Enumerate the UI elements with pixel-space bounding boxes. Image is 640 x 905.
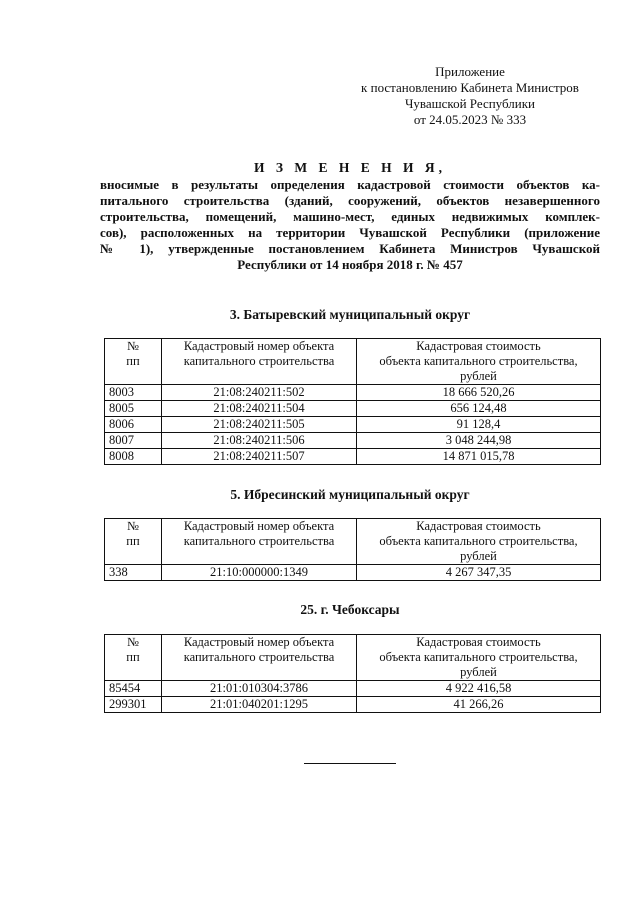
- row-number: 299301: [105, 697, 162, 713]
- header-text: Кадастровый номер объекта: [183, 635, 335, 649]
- subtitle-line: Республики от 14 ноября 2018 г. № 457: [237, 257, 463, 272]
- header-text: рублей: [460, 549, 497, 563]
- row-cadastral-number: 21:01:040201:1295: [162, 697, 357, 713]
- row-cadastral-number: 21:08:240211:506: [162, 433, 357, 449]
- header-text: капитального строительства: [183, 650, 335, 664]
- cadastral-table: [104, 518, 601, 581]
- row-number: 8005: [105, 401, 162, 417]
- header-cadastral-number: [162, 339, 357, 385]
- header-text: объекта капитального строительства,: [379, 534, 578, 548]
- row-number: 8008: [105, 449, 162, 465]
- header-text: Кадастровая стоимость: [416, 339, 541, 353]
- subtitle-line: питального строительства (зданий, сооружений, объектов незавершенного: [100, 193, 600, 208]
- appendix-block: [340, 64, 600, 128]
- header-text: Кадастровый номер объекта: [183, 519, 335, 533]
- row-cadastral-number: 21:08:240211:504: [162, 401, 357, 417]
- appendix-line: Чувашской Республики: [404, 96, 536, 111]
- row-number: 8006: [105, 417, 162, 433]
- header-text: Кадастровая стоимость: [416, 519, 541, 533]
- header-text: рублей: [460, 665, 497, 679]
- table-row: [105, 449, 601, 465]
- header-text: капитального строительства: [183, 354, 335, 368]
- header-text: №: [127, 339, 139, 353]
- table-header-row: [105, 519, 601, 565]
- row-cadastral-number: 21:01:010304:3786: [162, 681, 357, 697]
- appendix-line: Приложение: [435, 64, 505, 79]
- row-cadastral-value: 14 871 015,78: [357, 449, 601, 465]
- appendix-line: к постановлению Кабинета Министров: [361, 80, 579, 95]
- header-text: №: [127, 635, 139, 649]
- row-number: 8007: [105, 433, 162, 449]
- header-text: объекта капитального строительства,: [379, 354, 578, 368]
- table-row: [105, 401, 601, 417]
- subtitle-line: сов), расположенных на территории Чувашской Республики (приложение: [100, 225, 600, 240]
- row-cadastral-number: 21:10:000000:1349: [162, 565, 357, 581]
- appendix-line: от 24.05.2023 № 333: [413, 112, 527, 127]
- table-row: [105, 697, 601, 713]
- row-cadastral-value: 91 128,4: [357, 417, 601, 433]
- row-cadastral-value: 656 124,48: [357, 401, 601, 417]
- subtitle-line: строительства, помещений, машино-мест, единых недвижимых комплек-: [100, 209, 600, 224]
- header-text: капитального строительства: [183, 534, 335, 548]
- document-title: И З М Е Н Е Н И Я,: [253, 160, 446, 175]
- row-cadastral-value: 41 266,26: [357, 697, 601, 713]
- document-subtitle: [100, 177, 600, 273]
- header-text: Кадастровый номер объекта: [183, 339, 335, 353]
- row-cadastral-value: 4 922 416,58: [357, 681, 601, 697]
- row-number: 85454: [105, 681, 162, 697]
- table-row: [105, 433, 601, 449]
- row-cadastral-value: 4 267 347,35: [357, 565, 601, 581]
- header-cadastral-number: [162, 519, 357, 565]
- subtitle-line: вносимые в результаты определения кадастровой стоимости объектов ка-: [100, 177, 600, 192]
- header-text: №: [127, 519, 139, 533]
- cadastral-table: [104, 634, 601, 713]
- section-heading: 5. Ибресинский муниципальный округ: [230, 487, 470, 502]
- header-text: пп: [126, 534, 140, 548]
- header-number: [105, 339, 162, 385]
- table-row: [105, 417, 601, 433]
- header-cadastral-number: [162, 635, 357, 681]
- subtitle-line: № 1), утвержденные постановлением Кабинета Министров Чувашской: [100, 241, 600, 256]
- header-number: [105, 519, 162, 565]
- cadastral-table: [104, 338, 601, 465]
- row-number: 8003: [105, 385, 162, 401]
- row-cadastral-number: 21:08:240211:502: [162, 385, 357, 401]
- section-heading: 3. Батыревский муниципальный округ: [229, 307, 471, 322]
- footer-divider: [304, 763, 396, 764]
- header-text: пп: [126, 354, 140, 368]
- header-cadastral-value: [357, 519, 601, 565]
- table-header-row: [105, 339, 601, 385]
- row-cadastral-value: 18 666 520,26: [357, 385, 601, 401]
- table-header-row: [105, 635, 601, 681]
- header-cadastral-value: [357, 635, 601, 681]
- row-number: 338: [105, 565, 162, 581]
- header-text: пп: [126, 650, 140, 664]
- header-text: объекта капитального строительства,: [379, 650, 578, 664]
- row-cadastral-number: 21:08:240211:505: [162, 417, 357, 433]
- table-row: [105, 565, 601, 581]
- table-row: [105, 681, 601, 697]
- table-row: [105, 385, 601, 401]
- section-heading: 25. г. Чебоксары: [300, 602, 400, 617]
- header-text: рублей: [460, 369, 497, 383]
- header-cadastral-value: [357, 339, 601, 385]
- header-text: Кадастровая стоимость: [416, 635, 541, 649]
- row-cadastral-number: 21:08:240211:507: [162, 449, 357, 465]
- header-number: [105, 635, 162, 681]
- row-cadastral-value: 3 048 244,98: [357, 433, 601, 449]
